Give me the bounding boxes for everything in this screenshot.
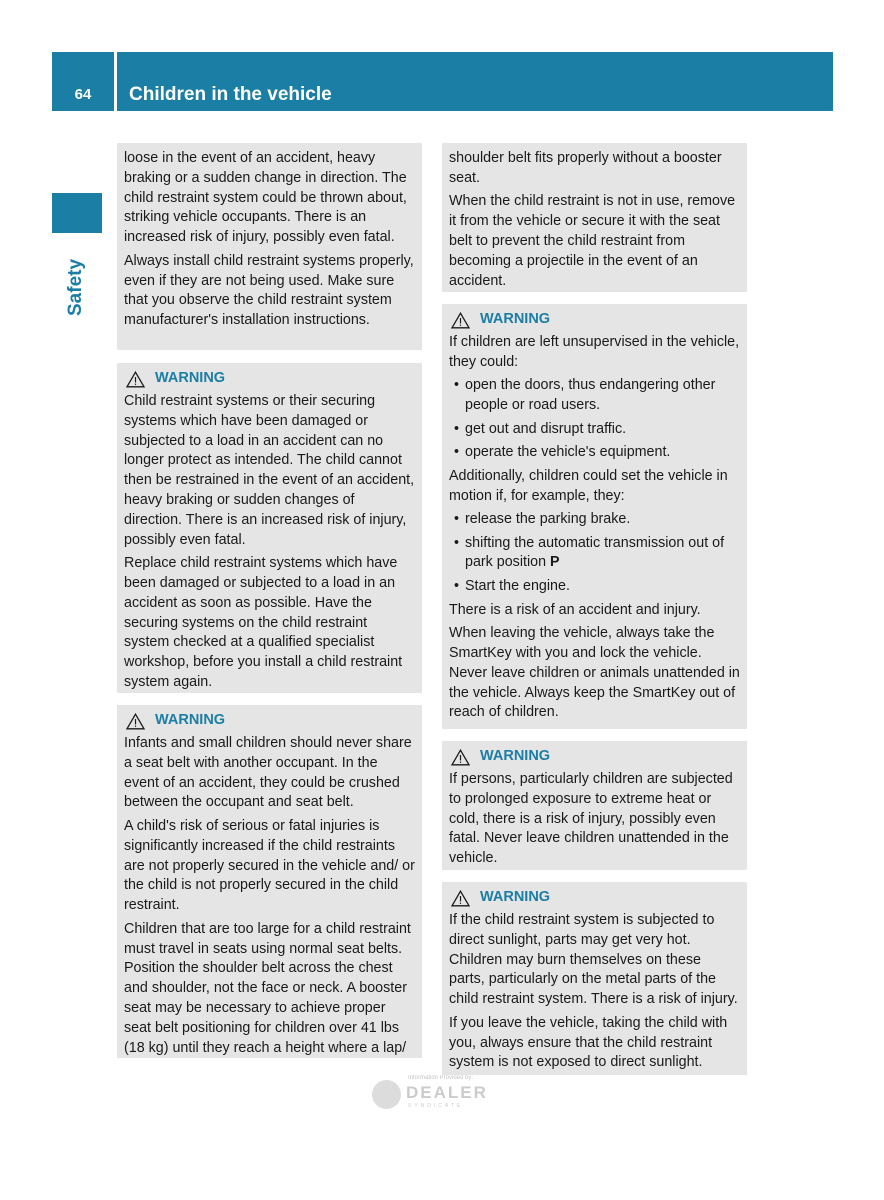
section-tab-marker <box>52 193 102 233</box>
paragraph: When leaving the vehicle, always take the SmartKey with you and lock the vehicle. Never leave children or animals unattended in the vehicle. Always keep the SmartKey out of reach of children. <box>449 625 740 721</box>
warning-triangle-icon <box>451 749 470 766</box>
paragraph: If the child restraint system is subjected to direct sunlight, parts may get very hot. Children may burn themselves on these parts, particularly on the metal parts of the child restraint system. There is a risk of injury. <box>449 912 738 1008</box>
paragraph: loose in the event of an accident, heavy braking or a sudden change in direction. The child restraint system could be thrown about, striking vehicle occupants. There is an increased risk of injury, possibly even fatal. <box>124 150 407 246</box>
warning-heading <box>124 369 415 389</box>
paragraph: If children are left unsupervised in the vehicle, they could: <box>449 334 740 370</box>
warning-triangle-icon <box>126 371 145 388</box>
list-item: • open the doors, thus endangering other people or road users. <box>449 376 740 416</box>
paragraph: Child restraint systems or their securing systems which have been damaged or subjected to a load in an accident can no longer protect as intended. The child cannot then be restrained in the event of an accident, heavy braking or sudden changes of direction. There is an increased risk of injury, possibly even fatal. <box>124 393 415 548</box>
watermark-subtext: SYNDICATE <box>408 1103 464 1109</box>
paragraph: Additionally, children could set the vehicle in motion if, for example, they: <box>449 467 728 504</box>
warning-heading <box>449 310 740 330</box>
warning-box <box>117 363 422 693</box>
warning-heading <box>449 747 740 767</box>
paragraph: Always install child restraint systems properly, even if they are not being used. Make sure that you observe the child restraint system manufacturer's installation instructions. <box>124 252 414 329</box>
info-box-right <box>442 143 747 292</box>
section-tab-label: Safety <box>65 258 86 316</box>
bullet-list <box>449 376 740 462</box>
warning-heading <box>124 711 415 731</box>
page-number: 64 <box>74 86 92 103</box>
warning-triangle-icon <box>451 312 470 329</box>
warning-label: WARNING <box>480 889 551 906</box>
paragraph: Children that are too large for a child restraint must travel in seats using normal seat belts. Position the shoulder belt across the chest and shoulder, not the face or neck. A booster seat may be necessary to achieve proper seat belt positioning for children over 41 lbs (18 kg) until they reach a height where a lap/ <box>124 920 411 1056</box>
paragraph: When the child restraint is not in use, remove it from the vehicle or secure it with the seat belt to prevent the child restraint from becoming a projectile in the event of an accident. <box>449 193 736 289</box>
list-item-text: shifting the automatic transmission out of park position <box>465 534 725 571</box>
warning-triangle-icon <box>451 890 470 907</box>
paragraph: shoulder belt fits properly without a booster seat. <box>449 150 722 186</box>
globe-logo-icon <box>372 1080 401 1109</box>
warning-box <box>442 882 747 1075</box>
watermark-caption: Information Provided by: <box>408 1075 474 1081</box>
list-item: • operate the vehicle's equipment. <box>449 443 740 463</box>
warning-label: WARNING <box>480 748 551 765</box>
paragraph: Infants and small children should never share a seat belt with another occupant. In the event of an accident, they could be crushed between the occupant and seat belt. <box>124 735 412 811</box>
paragraph: If you leave the vehicle, taking the child with you, always ensure that the child restraint system is not exposed to direct sunlight. <box>449 1014 728 1071</box>
warning-label: WARNING <box>155 370 226 387</box>
paragraph: Replace child restraint systems which have been damaged or subjected to a load in an accident as soon as possible. Have the securing systems on the child restraint system checked at a qualified specialist workshop, before you install a child restraint system again. <box>124 555 403 690</box>
page-title: Children in the vehicle <box>129 84 332 105</box>
paragraph: A child's risk of serious or fatal injuries is significantly increased if the child restraints are not properly secured in the vehicle and/ or the child is not properly secured in the child restraint. <box>124 817 415 914</box>
warning-box <box>442 304 747 729</box>
warning-heading <box>449 888 740 908</box>
warning-box <box>117 705 422 1058</box>
dealer-syndicate-watermark <box>372 1075 507 1113</box>
list-item: • release the parking brake. <box>449 510 740 530</box>
info-box-left <box>117 143 422 350</box>
paragraph: There is a risk of an accident and injury. <box>449 601 701 618</box>
warning-triangle-icon <box>126 713 145 730</box>
watermark-brand: DEALER <box>406 1083 488 1102</box>
warning-label: WARNING <box>480 311 551 328</box>
list-item <box>449 534 740 574</box>
list-item: • Start the engine. <box>449 577 740 597</box>
paragraph: If persons, particularly children are subjected to prolonged exposure to extreme heat or cold, there is a risk of injury, possibly even fatal. Never leave children unattended in the vehicle. <box>449 771 733 867</box>
bullet-list <box>449 510 740 596</box>
warning-box <box>442 741 747 870</box>
gear-position-label: P <box>550 554 560 571</box>
list-item: • get out and disrupt traffic. <box>449 420 740 440</box>
warning-label: WARNING <box>155 712 226 729</box>
